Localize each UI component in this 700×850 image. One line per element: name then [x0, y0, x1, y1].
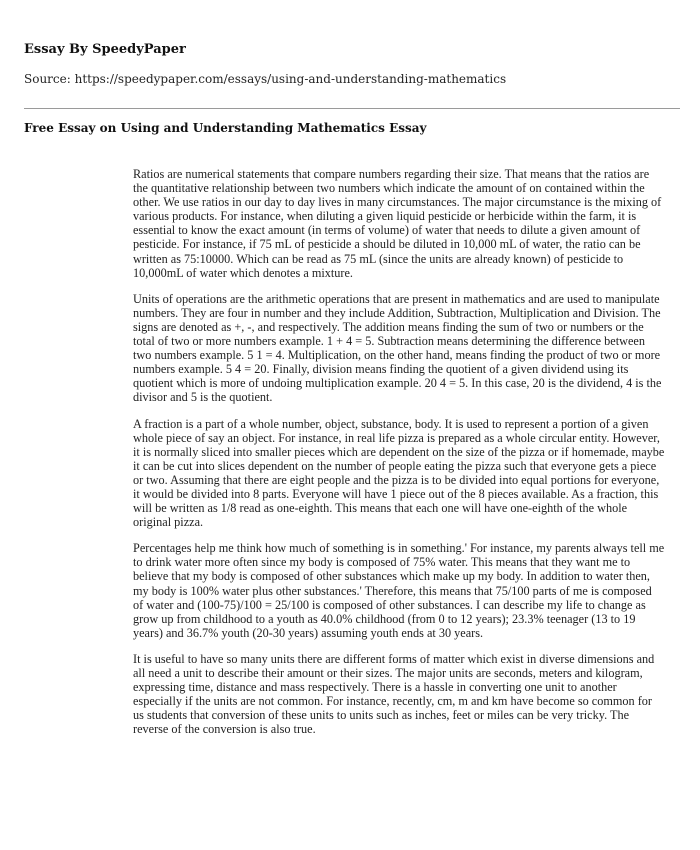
paragraph-fractions: A fraction is a part of a whole number, object, substance, body. It is used to represent a portion of a given whole piece of say an object. For instance, in real life pizza is prepared as a whole circular entity. However, it is normally sliced into smaller pieces which are dependent on the size of the pizza or if homemade, maybe it can be cut into slices dependent on the number of people eating the pizza such that everyone gets a piece or two. Assuming that there are eight people and the pizza is to be divided into equal portions for everyone, it would be divided into 8 parts. Everyone will have 1 piece out of the 8 pieces available. As a fraction, this will be written as 1/8 read as one-eighth. This means that each one will have one-eighth of the whole original pizza. — [133, 416, 665, 530]
header-divider — [24, 108, 680, 109]
essay-body — [133, 167, 665, 748]
paragraph-operations: Units of operations are the arithmetic operations that are present in mathematics and are used to manipulate numbers. They are four in number and they include Addition, Subtraction, Multiplication and Division. The signs are denoted as +, -, and respectively. The addition means finding the sum of two or numbers or the total of two or more numbers example. 1 + 4 = 5. Subtraction means determining the difference between two numbers example. 5 1 = 4. Multiplication, on the other hand, means finding the product of two or more numbers example. 5 4 = 20. Finally, division means finding the quotient of a given dividend using its quotient which is more of undoing multiplication example. 20 4 = 5. In this case, 20 is the dividend, 4 is the divisor and 5 is the quotient. — [133, 291, 662, 405]
essay-title: Free Essay on Using and Understanding Mathematics Essay — [24, 121, 427, 135]
paragraph-ratios: Ratios are numerical statements that compare numbers regarding their size. That means that the ratios are the quantitative relationship between two numbers which indicate the amount of on contained within the other. We use ratios in our day to day lives in many circumstances. The major circumstance is the mixing of various products. For instance, when diluting a given liquid pesticide or herbicide within the farm, it is essential to know the exact amount (in terms of volume) of water that needs to dilute a given amount of pesticide. For instance, if 75 mL of pesticide a should be diluted in 10,000 mL of water, the ratio can be written as 75:10000. Which can be read as 75 mL (since the units are already known) of pesticide to 10,000mL of water which denotes a mixture. — [133, 167, 662, 280]
paragraph-percentages: Percentages help me think how much of something is in something.' For instance, my parents always tell me to drink water more often since my body is composed of 75% water. This means that they want me to believe that my body is composed of other substances which make up my body. In addition to water then, my body is 100% water plus other substances.' Therefore, this means that 75/100 parts of me is composed of water and (100-75)/100 = 25/100 is composed of other substances. I can describe my life to change as grow up from childhood to a youth as 40.0% childhood (from 0 to 12 years); 23.3% teenager (13 to 19 years) and 36.7% youth (20-30 years) assuming youth ends at 30 years. — [133, 541, 665, 640]
paragraph-units: It is useful to have so many units there are different forms of matter which exist in diverse dimensions and all need a unit to describe their amount or their sizes. The major units are seconds, meters and kilogram, expressing time, distance and mass respectively. There is a hassle in converting one unit to another especially if the units are not common. For instance, recently, cm, m and km have become so common for us students that conversion of these units to units such as inches, feet or miles can be very tricky. The reverse of the conversion is also true. — [133, 651, 655, 737]
source-line: Source: https://speedypaper.com/essays/using-and-understanding-mathematics — [24, 72, 507, 86]
brand-title: Essay By SpeedyPaper — [24, 42, 186, 57]
